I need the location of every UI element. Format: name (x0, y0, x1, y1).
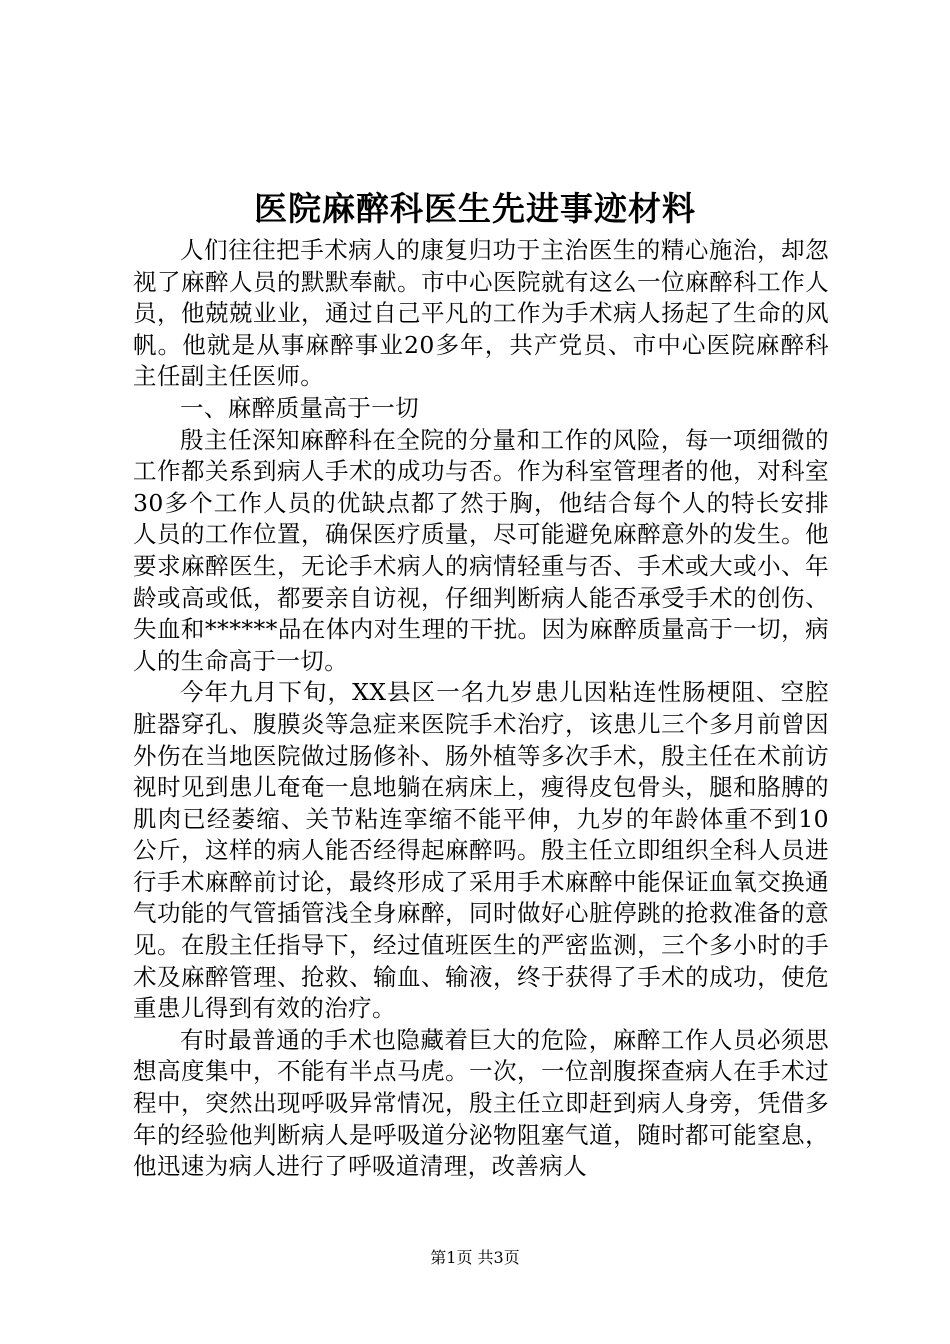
paragraph-quality: 殷主任深知麻醉科在全院的分量和工作的风险，每一项细微的工作都关系到病人手术的成功与否。作为科室管理者的他，对科室30多个工作人员的优缺点都了然于胸，他结合每个人的特长安排人员的工作位置，确保医疗质量，尽可能避免麻醉意外的发生。他要求麻醉医生，无论手术病人的病情轻重与否、手术或大或小、年龄或高或低，都要亲自访视，仔细判断病人能否承受手术的创伤、失血和******品在体内对生理的干扰。因为麻醉质量高于一切，病人的生命高于一切。 (133, 425, 829, 675)
paragraph-danger: 有时最普通的手术也隐藏着巨大的危险，麻醉工作人员必须思想高度集中，不能有半点马虎。一次，一位剖腹探查病人在手术过程中，突然出现呼吸异常情况，殷主任立即赶到病人身旁，凭借多年的经验他判断病人是呼吸道分泌物阻塞气道，随时都可能窒息，他迅速为病人进行了呼吸道清理，改善病人 (133, 1025, 829, 1181)
document-body (133, 235, 829, 1183)
document-title: 医院麻醉科医生先进事迹材料 (254, 189, 696, 228)
paragraph-case: 今年九月下旬，XX县区一名九岁患儿因粘连性肠梗阻、空腔脏器穿孔、腹膜炎等急症来医院手术治疗，该患儿三个多月前曾因外伤在当地医院做过肠修补、肠外植等多次手术，殷主任在术前访视时见到患儿奄奄一息地躺在病床上，瘦得皮包骨头，腿和胳膊的肌肉已经萎缩、关节粘连挛缩不能平伸，九岁的年龄体重不到10公斤，这样的病人能否经得起麻醉吗。殷主任立即组织全科人员进行手术麻醉前讨论，最终形成了采用手术麻醉中能保证血氧交换通气功能的气管插管浅全身麻醉，同时做好心脏停跳的抢救准备的意见。在殷主任指导下，经过值班医生的严密监测，三个多小时的手术及麻醉管理、抢救、输血、输液，终于获得了手术的成功，使危重患儿得到有效的治疗。 (133, 678, 829, 1023)
page-footer: 第1页 共3页 (430, 1248, 520, 1267)
section-heading: 一、麻醉质量高于一切 (180, 393, 419, 422)
paragraph-intro: 人们往往把手术病人的康复归功于主治医生的精心施治，却忽视了麻醉人员的默默奉献。市中心医院就有这么一位麻醉科工作人员，他兢兢业业，通过自己平凡的工作为手术病人扬起了生命的风帆。他就是从事麻醉事业20多年，共产党员、市中心医院麻醉科主任副主任医师。 (133, 236, 829, 391)
